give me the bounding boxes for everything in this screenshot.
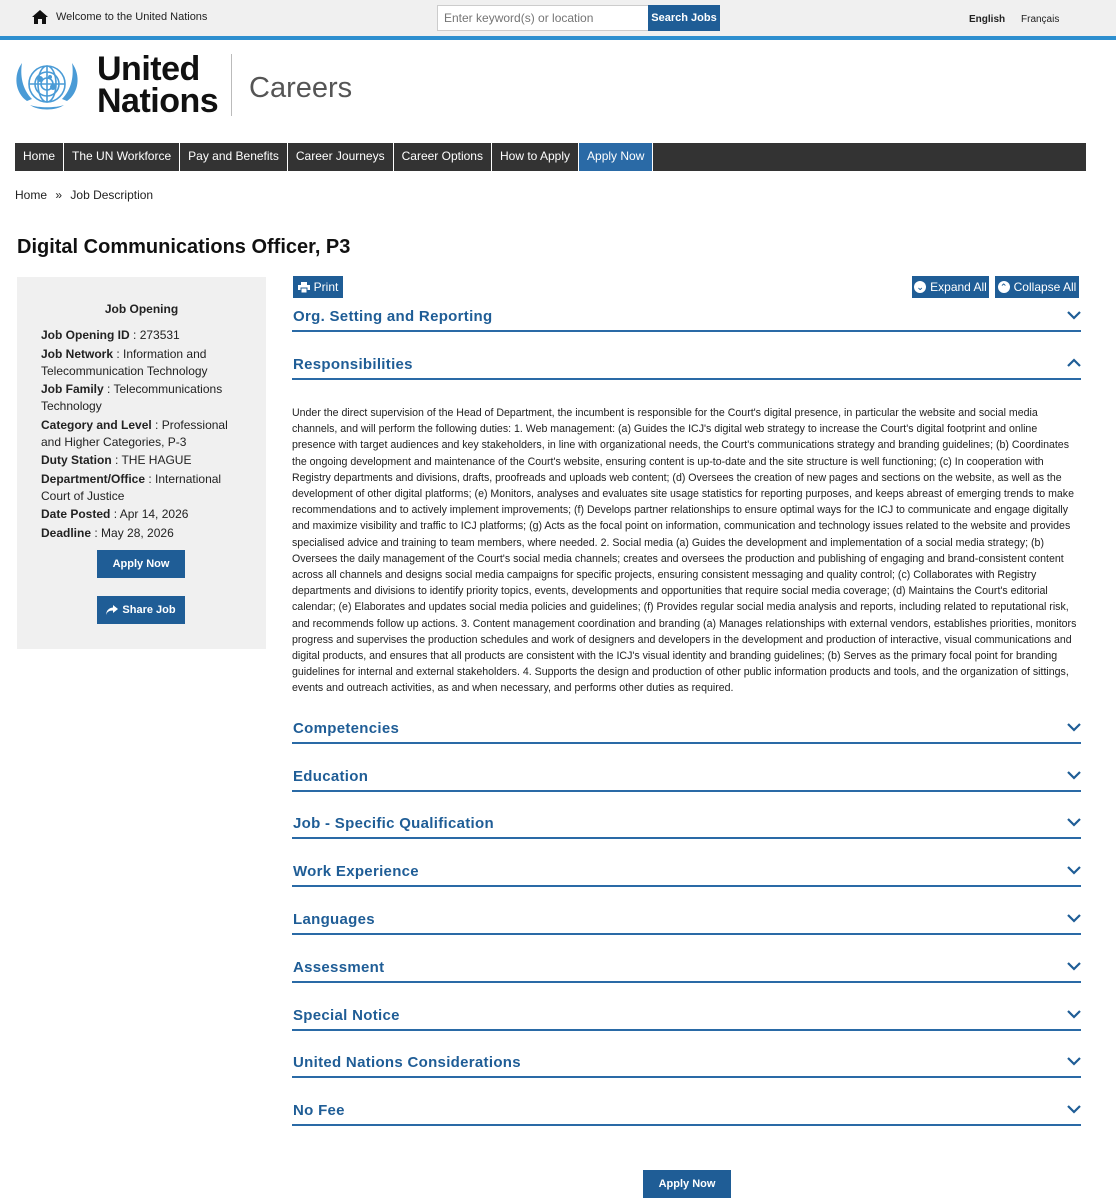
welcome-text: Welcome to the United Nations — [56, 11, 208, 23]
section-special-notice[interactable] — [292, 1005, 1081, 1031]
nav-un-workforce[interactable]: The UN Workforce — [64, 143, 180, 171]
apply-now-button[interactable]: Apply Now — [97, 550, 185, 578]
field-job-network: Job Network : Information and Telecommunication Technology — [41, 346, 208, 378]
field-value: May 28, 2026 — [101, 525, 174, 540]
chevron-down-icon — [1067, 913, 1081, 923]
field-label: Job Family — [41, 382, 104, 396]
print-icon — [298, 282, 310, 293]
expand-all-button[interactable] — [912, 276, 989, 298]
field-value: Telecommunications Technology — [41, 382, 223, 413]
breadcrumb-home[interactable]: Home — [15, 188, 48, 202]
field-category-level: Category and Level : Professional and Higher Categories, P-3 — [41, 417, 228, 449]
field-job-opening-id: Job Opening ID : 273531 — [41, 328, 180, 342]
section-un-considerations[interactable] — [292, 1052, 1081, 1078]
field-value: Apr 14, 2026 — [119, 507, 189, 521]
section-title: Assessment — [293, 959, 385, 976]
section-org-setting[interactable] — [292, 306, 1081, 332]
share-job-label: Share Job — [122, 604, 176, 616]
chevron-down-icon — [1067, 961, 1081, 971]
home-icon — [32, 10, 48, 24]
chevron-down-circle-icon: ⌄ — [914, 281, 926, 293]
nav-pay-benefits[interactable]: Pay and Benefits — [180, 143, 288, 171]
nav-apply-now[interactable]: Apply Now — [579, 143, 653, 171]
section-title: Special Notice — [293, 1007, 400, 1024]
lang-french-link[interactable]: Français — [1021, 14, 1060, 25]
field-value: International Court of Justice — [41, 471, 222, 503]
header-divider — [231, 54, 232, 116]
main-nav — [15, 143, 1086, 171]
field-duty-station: Duty Station : THE HAGUE — [41, 453, 192, 467]
field-label: Job Opening ID — [41, 328, 130, 342]
chevron-down-icon — [1067, 1104, 1081, 1114]
field-value: Information and Telecommunication Technology — [41, 346, 208, 378]
page-title: Digital Communications Officer, P3 — [17, 236, 351, 258]
chevron-down-icon — [1067, 817, 1081, 827]
job-opening-heading: Job Opening — [104, 302, 179, 316]
bottom-apply-now-button[interactable]: Apply Now — [643, 1170, 731, 1198]
section-work-experience[interactable] — [292, 861, 1081, 887]
section-title: No Fee — [293, 1102, 345, 1119]
breadcrumb-current: Job Description — [70, 188, 154, 202]
field-department: Department/Office : International Court of Justice — [41, 471, 222, 503]
section-assessment[interactable] — [292, 957, 1081, 983]
section-title: Languages — [293, 911, 375, 928]
section-job-specific[interactable] — [292, 813, 1081, 839]
section-competencies[interactable] — [292, 718, 1081, 744]
careers-title: Careers — [249, 72, 353, 104]
search-jobs-button[interactable]: Search Jobs — [648, 5, 720, 31]
chevron-up-icon — [1067, 358, 1081, 368]
chevron-down-icon — [1067, 722, 1081, 732]
collapse-all-label: Collapse All — [1013, 280, 1077, 294]
section-title: Work Experience — [293, 863, 419, 880]
field-label: Deadline — [41, 525, 92, 540]
welcome-link[interactable] — [32, 10, 207, 24]
search-input[interactable] — [437, 5, 649, 31]
section-no-fee[interactable] — [292, 1100, 1081, 1126]
un-logo[interactable] — [10, 50, 219, 120]
share-icon — [106, 605, 118, 615]
top-bar — [0, 0, 1116, 40]
field-label: Department/Office — [41, 471, 146, 486]
field-label: Date Posted — [41, 507, 111, 521]
breadcrumb-separator: » — [55, 188, 63, 202]
section-languages[interactable] — [292, 909, 1081, 935]
section-title: Responsibilities — [293, 356, 413, 373]
section-title: Education — [293, 768, 369, 785]
field-label: Job Network — [41, 346, 114, 361]
field-label: Duty Station — [41, 453, 112, 467]
print-button[interactable] — [293, 276, 343, 298]
section-title: Org. Setting and Reporting — [293, 308, 493, 325]
responsibilities-text: Under the direct supervision of the Head of Department, the incumbent is responsible for the Court's digital presence, in particular the website and social media channels, and will perform the following duties: 1. Web management: (a) Guides the ICJ's digital web strategy to increase the Court's digital footprint and online presence with target audiences and key stakeholders, in line with organizational needs, the Court's communications strategy and branding guidelines; (b) Coordinates the ongoing development and maintenance of the Court's website, ensuring content is up-to-date and the site structure is well functioning; (c) In cooperation with Registry departments and divisions, drafts, proofreads and uploads web content; (d) Oversees the creation of new pages and sections on the website, as well as the development of other digital platforms; (e) Monitors, analyses and evaluates site usage statistics for reporting purposes, and keeps abreast of emerging trends to make recommendations and to actively implement improvements; (f) Develops partner relationships to ensure optimal ways for the ICJ to communicate and engage digitally and maximize visibility and traffic to ICJ platforms; (g) Acts as the focal point on information, communication and technology issues related to the website and provides specialised advice and training to team members, where needed. 2. Social media (a) Guides the development and implementation of a social media strategy; (b) Oversees the daily management of the Court's social media channels; creates and oversees the production and publishing of engaging and brand-consistent content across all channels and designs social media campaigns for specific projects, ensuring consistent messaging and quality control; (c) Collaborates with Registry departments and divisions to identify priority topics, events, developments and opportunities that require social media coverage; (d) Maintains the Court's editorial calendar; (e) Elaborates and updates social media policies and guidelines; (f) Provides regular social media analysis and reports, including related to reputational risk, and recommends follow up actions. 3. Content management coordination and branding (a) Manages relationships with external vendors, establishes priorities, monitors progress and supervises the production schedules and work of designers and developers in the development and production of interactive, visual communications and digital products, and ensures that all products are consistent with the ICJ's visual identity and branding guidelines; (b) Serves as the primary focal point for branding guidelines for internal and external stakeholders. 4. Supports the design and production of other public information products and tools, and the organization of sittings, events and outreach activities, as and when necessary, and performs other duties as required. — [292, 407, 1077, 695]
field-value: THE HAGUE — [121, 453, 192, 467]
section-title: Competencies — [293, 720, 400, 737]
lang-english-link[interactable]: English — [969, 14, 1006, 25]
un-wordmark — [97, 50, 219, 120]
field-label: Category and Level — [41, 417, 152, 432]
nav-how-to-apply[interactable]: How to Apply — [492, 143, 579, 171]
section-title: United Nations Considerations — [293, 1054, 521, 1071]
section-education[interactable] — [292, 766, 1081, 792]
collapse-all-button[interactable] — [995, 276, 1079, 298]
chevron-down-icon — [1067, 770, 1081, 780]
field-date-posted: Date Posted : Apr 14, 2026 — [41, 507, 189, 521]
chevron-down-icon — [1067, 310, 1081, 320]
field-value: Professional and Higher Categories, P-3 — [41, 417, 228, 449]
chevron-up-circle-icon: ⌃ — [998, 281, 1010, 293]
print-label: Print — [313, 280, 339, 294]
field-value: 273531 — [139, 328, 180, 342]
nav-home[interactable]: Home — [15, 143, 64, 171]
field-deadline: Deadline : May 28, 2026 — [41, 525, 174, 540]
nav-career-options[interactable]: Career Options — [394, 143, 492, 171]
un-emblem-icon — [10, 53, 85, 115]
chevron-down-icon — [1067, 865, 1081, 875]
un-line-1: United — [97, 50, 200, 88]
job-opening-panel — [17, 277, 266, 649]
share-job-button[interactable] — [97, 596, 185, 624]
field-job-family: Job Family : Telecommunications Technology — [41, 382, 223, 413]
chevron-down-icon — [1067, 1009, 1081, 1019]
un-line-2: Nations — [97, 82, 219, 120]
section-title: Job - Specific Qualification — [293, 815, 494, 832]
chevron-down-icon — [1067, 1056, 1081, 1066]
nav-career-journeys[interactable]: Career Journeys — [288, 143, 394, 171]
expand-all-label: Expand All — [930, 280, 987, 294]
breadcrumb — [15, 188, 153, 202]
section-responsibilities[interactable] — [292, 354, 1081, 380]
